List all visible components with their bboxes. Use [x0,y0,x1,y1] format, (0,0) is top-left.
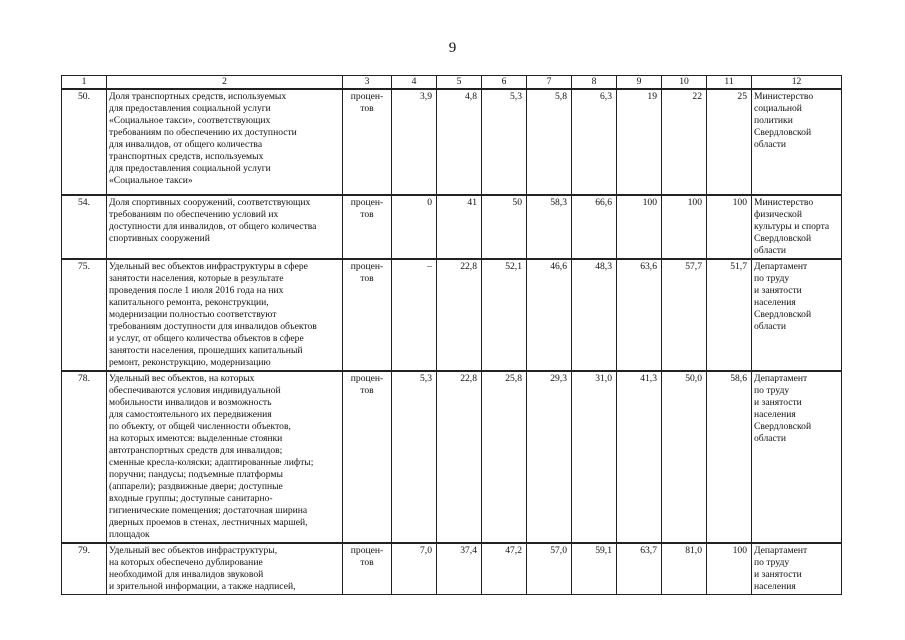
header-row [62,76,842,90]
row-number: 78. [62,371,107,543]
text-line: по труду [754,385,790,396]
table-row [62,543,842,595]
value-cell: 22,8 [437,259,482,371]
text-line: для самостоятельного их передвижения [109,409,272,420]
text-line: дверных проемов в стенах, лестничных маршей, [109,517,308,528]
indicator-name [107,195,343,259]
text-line: области [754,139,787,150]
responsible-cell [752,259,842,371]
value-cell: 59,1 [572,543,617,595]
text-line: занятости населения, прошедших капитальный [109,345,303,356]
value-cell: 57,7 [662,259,707,371]
value-cell: 100 [707,543,752,595]
text-line: ремонт, реконструкцию, модернизацию [109,357,271,368]
text-line: капитального ремонта, реконструкции, [109,297,269,308]
value-cell: 29,3 [527,371,572,543]
text-line: сменные кресла-коляски; адаптированные лифты; [109,457,314,468]
text-line: модернизации полностью соответствуют [109,309,277,320]
text-line: Департамент [754,261,808,272]
value-cell: 6,3 [572,89,617,195]
header-cell: 9 [617,76,662,90]
row-number: 75. [62,259,107,371]
value-cell: 5,3 [392,371,437,543]
text-line: для предоставления социальной услуги [109,163,271,174]
text-line: «Социальное такси», соответствующих [109,115,271,126]
row-number: 54. [62,195,107,259]
table-row [62,89,842,195]
header-cell: 6 [482,76,527,90]
text-line: процен- [350,545,384,556]
text-line: Удельный вес объектов инфраструктуры, [109,545,278,556]
text-line: Доля транспортных средств, используемых [109,91,287,102]
header-cell: 3 [343,76,392,90]
value-cell: 5,8 [527,89,572,195]
value-cell: 31,0 [572,371,617,543]
text-line: населения [754,297,796,308]
text-line: Департамент [754,373,808,384]
value-cell: 25,8 [482,371,527,543]
value-cell: 4,8 [437,89,482,195]
text-line: Удельный вес объектов инфраструктуры в сфере [109,261,308,272]
text-line: (аппарели); раздвижные двери; доступные [109,481,283,492]
value-cell: 100 [617,195,662,259]
text-line: площадок [109,529,150,540]
text-line: населения [754,409,796,420]
value-cell: 63,7 [617,543,662,595]
table-row [62,195,842,259]
value-cell: 0 [392,195,437,259]
row-number: 79. [62,543,107,595]
text-line: автотранспортных средств для инвалидов; [109,445,283,456]
value-cell: 41 [437,195,482,259]
value-cell: 50,0 [662,371,707,543]
text-line: необходимой для инвалидов звуковой [109,569,264,580]
header-cell: 1 [62,76,107,90]
responsible-cell [752,195,842,259]
unit-cell [343,543,392,595]
text-line: гигиенические помещения; достаточная ширина [109,505,308,516]
value-cell: 52,1 [482,259,527,371]
text-line: Департамент [754,545,808,556]
text-line: и занятости [754,285,802,296]
text-line: Свердловской [754,233,812,244]
text-line: по труду [754,273,790,284]
text-line: «Социальное такси» [109,175,193,186]
text-line: процен- [350,91,384,102]
text-line: входные группы; доступные санитарно- [109,493,273,504]
text-line: по труду [754,557,790,568]
text-line: Свердловской [754,127,812,138]
value-cell: 22 [662,89,707,195]
responsible-cell [752,89,842,195]
value-cell: 25 [707,89,752,195]
text-line: области [754,321,787,332]
text-line: и занятости [754,569,802,580]
text-line: политики [754,115,793,126]
text-line: Удельный вес объектов, на которых [109,373,255,384]
text-line: населения [754,581,796,592]
indicator-name [107,543,343,595]
value-cell: 3,9 [392,89,437,195]
value-cell: 57,0 [527,543,572,595]
value-cell: 22,8 [437,371,482,543]
value-cell: 100 [662,195,707,259]
text-line: области [754,433,787,444]
value-cell: 63,6 [617,259,662,371]
text-line: занятости населения, которые в результате [109,273,284,284]
text-line: физической [754,209,802,220]
text-line: Министерство [754,91,814,102]
text-line: тов [360,209,374,220]
table-row [62,259,842,371]
text-line: обеспечиваются условия индивидуальной [109,385,281,396]
indicator-name [107,259,343,371]
text-line: для инвалидов, от общего количества [109,139,263,150]
value-cell: 58,6 [707,371,752,543]
text-line: на которых обеспечено дублирование [109,557,263,568]
text-line: спортивных сооружений [109,233,210,244]
text-line: Свердловской [754,309,812,320]
value-cell: 58,3 [527,195,572,259]
text-line: требованиям по обеспечению их доступности [109,127,297,138]
value-cell: 100 [707,195,752,259]
text-line: и зрительной информации, а также надписей, [109,581,296,592]
text-line: требованиям доступности для инвалидов объектов [109,321,317,332]
header-cell: 4 [392,76,437,90]
header-cell: 11 [707,76,752,90]
unit-cell [343,89,392,195]
responsible-cell [752,371,842,543]
text-line: для предоставления социальной услуги [109,103,271,114]
unit-cell [343,371,392,543]
text-line: процен- [350,197,384,208]
responsible-cell [752,543,842,595]
text-line: области [754,245,787,256]
value-cell: 50 [482,195,527,259]
value-cell: 47,2 [482,543,527,595]
header-cell: 5 [437,76,482,90]
text-line: Доля спортивных сооружений, соответствующих [109,197,311,208]
value-cell: 19 [617,89,662,195]
value-cell: 7,0 [392,543,437,595]
text-line: на которых имеются: выделенные стоянки [109,433,283,444]
text-line: и занятости [754,397,802,408]
text-line: требованиям по обеспечению условий их [109,209,279,220]
indicator-name [107,89,343,195]
indicator-name [107,371,343,543]
text-line: тов [360,557,374,568]
indicator-table [61,75,842,595]
value-cell: 37,4 [437,543,482,595]
text-line: культуры и спорта [754,221,830,232]
value-cell: 41,3 [617,371,662,543]
header-cell: 8 [572,76,617,90]
text-line: и услуг, от общего количества объектов в сфере [109,333,304,344]
header-cell: 2 [107,76,343,90]
value-cell: 48,3 [572,259,617,371]
text-line: процен- [350,373,384,384]
text-line: социальной [754,103,802,114]
text-line: Министерство [754,197,814,208]
page-number: 9 [448,40,457,56]
text-line: процен- [350,261,384,272]
header-cell: 12 [752,76,842,90]
table-row [62,371,842,543]
text-line: мобильности инвалидов и возможность [109,397,272,408]
text-line: транспортных средств, используемых [109,151,264,162]
unit-cell [343,195,392,259]
value-cell: 51,7 [707,259,752,371]
unit-cell [343,259,392,371]
value-cell: 66,6 [572,195,617,259]
value-cell: – [392,259,437,371]
value-cell: 5,3 [482,89,527,195]
text-line: по объекту, от общей численности объектов, [109,421,291,432]
header-cell: 10 [662,76,707,90]
text-line: доступности для инвалидов, от общего количества [109,221,317,232]
text-line: тов [360,273,374,284]
value-cell: 46,6 [527,259,572,371]
header-cell: 7 [527,76,572,90]
text-line: поручни; пандусы; подъемные платформы [109,469,283,480]
text-line: проведения после 1 июля 2016 года на них [109,285,284,296]
value-cell: 81,0 [662,543,707,595]
text-line: тов [360,103,374,114]
row-number: 50. [62,89,107,195]
text-line: тов [360,385,374,396]
text-line: Свердловской [754,421,812,432]
